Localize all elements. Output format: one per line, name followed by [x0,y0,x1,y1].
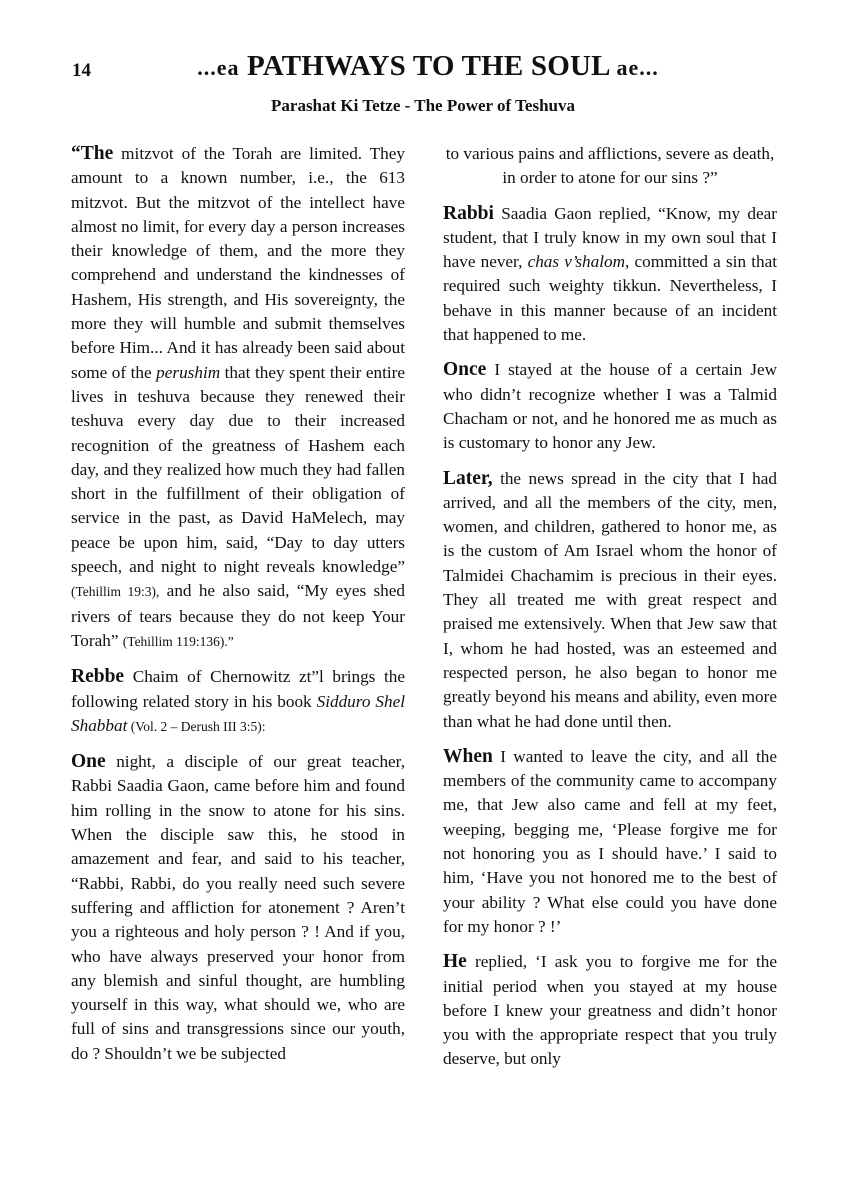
paragraph [71,142,405,654]
left-column [71,142,405,1077]
paragraph-text: the news spread in the city that I had arrived, and all the members of the city, men, women, and children, gathered to honor me, as is the custom of Am Israel whom the honor of Talmidei Chachamim is precious in their eyes. They all treated me with great respect and praised me extensively. When that Jew saw that I, whom he had hosted, was an esteemed and respected person, he also began to honor me greatly beyond his means and ability, even more than what he had done until then. [443,468,777,731]
chapter-subtitle: Parashat Ki Tetze - The Power of Teshuva [271,96,575,115]
paragraph-text: Saadia Gaon replied, “Know, my dear student, that I truly know in my own soul that I have never, [443,203,777,272]
paragraph-text: that they spent their entire lives in teshuva because they renewed their teshuva every day due to their increased recognition of the greatness of Hashem each day, and they realized how much they had fallen short in the fulfillment of their obligation of service in the past, as David HaMelech, may peace be upon him, said, “Day to day utters speech, and night to night reveals knowledge” [71,362,405,577]
lead-word: One [71,751,106,773]
paragraph-text: and he also said, “My eyes shed rivers of tears because they do not keep Your Torah” [71,581,405,650]
paragraph [443,950,777,1071]
paragraph-text: I stayed at the house of a certain Jew who didn’t recognize whether I was a Talmid Chacham or not, and he honored me as much as is customary to honor any Jew. [443,360,777,453]
paragraph [443,745,777,939]
paragraph-text: night, a disciple of our great teacher, Rabbi Saadia Gaon, came before him and found him rolling in the snow to atone for his sins. When the disciple saw this, he stood in amazement and fear, and said to his teacher, “Rabbi, Rabbi, do you really need such severe suffering and affliction for atonement ? Aren’t you a righteous and holy person ? ! And if you, who have always preserved your honor from any blemish and sinful thought, are humbling yourself in this way, what should we, who are full of sins and transgressions since our youth, do ? Shouldn’t we be subjected [71,752,405,1063]
paragraph [443,467,777,734]
paragraph [443,358,777,455]
paragraph-text: I wanted to leave the city, and all the members of the community came to accompany me, that Jew also came and fell at my feet, weeping, begging me, ‘Please forgive me for not honoring you as I should have.’ I said to him, ‘Have you not honored me to the best of your ability ? What else could you have done for my honor ? !’ [443,746,777,936]
lead-word: Once [443,359,487,381]
page-number: 14 [72,60,91,81]
paragraph [71,750,405,1066]
lead-word: He [443,951,467,973]
paragraph-text: to various pains and afflictions, severe as death, in order to atone for our sins ?” [445,144,775,188]
lead-word: Rebbe [71,666,125,688]
lead-word: When [443,745,493,767]
lead-word: Later, [443,467,493,489]
italic-term: perushim [156,362,221,382]
paragraph-text: Chaim of Chernowitz zt”l brings the following related story in his book [71,667,405,711]
paragraph [443,202,777,348]
citation: (Tehillim 19:3), [71,584,160,600]
running-title [130,50,726,83]
italic-term: chas v’shalom [527,252,626,272]
lead-word: Rabbi [443,202,494,224]
ornament-right-icon: ae... [616,55,659,80]
ornament-left-icon: ...ea [197,55,240,80]
paragraph [443,142,777,191]
book-title: PATHWAYS TO THE SOUL [246,50,610,82]
paragraph-text: replied, ‘I ask you to forgive me for the initial period when you stayed at my house before I knew your greatness and didn’t honor you with the appropriate respect that you truly deserve, but only [443,952,777,1069]
paragraph [71,665,405,739]
italic-book-title: Sidduro Shel Shabbat [71,691,405,735]
paragraph-text: , committed a sin that required such weighty tikkun. Nevertheless, I behave in this manner because of an incident that happened to me. [443,252,777,345]
paragraph-text: mitzvot of the Torah are limited. They amount to a known number, i.e., the 613 mitzvot. But the mitzvot of the intellect have almost no limit, for every day a person increases their knowledge of them, and the more they comprehend and understand the kindnesses of Hashem, His strength, and His sovereignty, the more they will humble and submit themselves before Him... And it has already been said about some of the [71,144,405,382]
citation: (Vol. 2 – Derush III 3:5): [127,718,266,734]
lead-word: “The [71,143,114,164]
right-column [443,142,777,1083]
citation: (Tehillim 119:136).” [122,633,234,649]
